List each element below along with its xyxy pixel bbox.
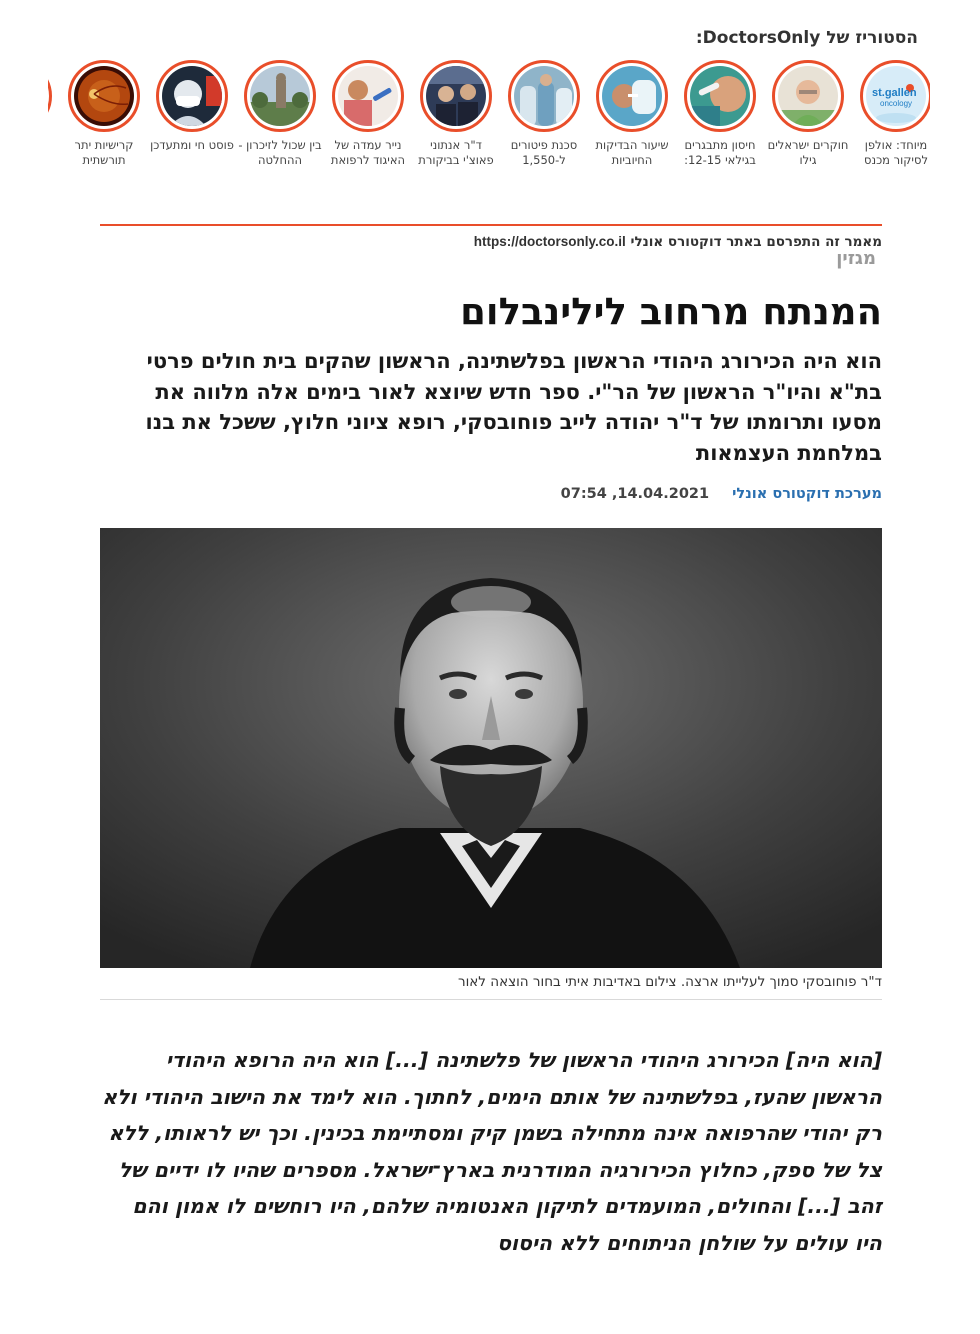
publish-date: 14.04.2021, 07:54 bbox=[560, 486, 710, 502]
story-item[interactable] bbox=[150, 60, 234, 170]
article-photo bbox=[100, 528, 882, 968]
accent-divider bbox=[100, 224, 882, 226]
source-note bbox=[100, 234, 882, 250]
story-caption: מיוחד: אולפן לסיקור מכנס bbox=[864, 138, 928, 167]
byline bbox=[100, 486, 882, 502]
story-caption: בין שכול לזיכרון - ההחלטה bbox=[238, 138, 322, 167]
svg-text:oncology: oncology bbox=[880, 99, 913, 108]
covid-test-thumbnail bbox=[602, 66, 662, 126]
story-item[interactable] bbox=[238, 60, 322, 170]
story-item[interactable] bbox=[414, 60, 498, 170]
source-note-text: מאמר זה התפרסם באתר דוקטורס אונלי bbox=[630, 234, 882, 250]
researcher-thumbnail bbox=[778, 66, 838, 126]
caption-divider bbox=[100, 999, 882, 1000]
story-item[interactable] bbox=[502, 60, 586, 170]
story-caption: סכנת פיטורים ל-1,550 bbox=[510, 138, 578, 167]
article-quote: [הוא היה] הכירורג היהודי הראשון של פלשתינה [...] הוא היה הרופא היהודי הראשון שהעז, בפלשתינה של אותם הימים, לחתוך. הוא לימד את הישוב היהודי ולא רק יהודי שהרפואה אינה מתחילה בשמן קיק ומסתיימת בכינין. וכך יש לראותו, ללא צל של ספק, כחלוץ הכירורגיה המודרנית בארץ־ישראל. מספרים שהיו לו ידיים של זהב [...] והחולים, המועמדים לתיקון האנטומיה שלהם, היו רוחשים לו אמון והם היו עולים על שולחן הניתוחים ללא היסוס bbox=[102, 1048, 882, 1255]
memorial-thumbnail bbox=[250, 66, 310, 126]
story-caption: פוסט חי ומתעדכן bbox=[150, 138, 234, 152]
stgallen-oncology-thumbnail bbox=[866, 66, 926, 126]
source-url-link[interactable]: https://doctorsonly.co.il bbox=[473, 234, 626, 249]
ppe-doctor-thumbnail bbox=[162, 66, 222, 126]
fauci-thumbnail bbox=[426, 66, 486, 126]
story-caption bbox=[48, 138, 58, 170]
story-item[interactable] bbox=[590, 60, 674, 170]
story-caption: קרישיות יתר תורשתית bbox=[74, 138, 134, 167]
stories-carousel[interactable] bbox=[48, 60, 930, 180]
story-caption: שיעור הבדיקות החיוביות bbox=[595, 138, 669, 167]
hospital-staff-thumbnail bbox=[514, 66, 574, 126]
story-item[interactable] bbox=[766, 60, 850, 170]
retina-thumbnail bbox=[74, 66, 134, 126]
article-headline: המנתח מרחוב לילינבלום bbox=[460, 290, 882, 333]
story-item[interactable] bbox=[854, 60, 930, 170]
story-item[interactable] bbox=[48, 60, 58, 170]
story-item[interactable] bbox=[678, 60, 762, 170]
stories-title: הסטוריז של DoctorsOnly: bbox=[695, 28, 918, 48]
vaccine-thumbnail bbox=[690, 66, 750, 126]
story-caption: חיסון מתבגרים בגילאי 12-15: bbox=[684, 138, 756, 167]
story-item[interactable] bbox=[326, 60, 410, 170]
story-caption: חוקרים ישראלים גילו bbox=[767, 138, 849, 167]
story-caption: ד"ר אנתוני פאוצ'י בביקורת bbox=[418, 138, 494, 167]
author-link[interactable]: מערכת דוקטורס אונלי bbox=[732, 486, 882, 502]
story-item[interactable] bbox=[62, 60, 146, 170]
photo-caption: ד"ר פוחובסקי סמוך לעלייתו ארצה. צילום באדיבות איתי בחור הוצאה לאור bbox=[457, 974, 882, 990]
story-caption: נייר עמדה של האיגוד לרפואת bbox=[330, 138, 406, 167]
article-subhead: הוא היה הכירורג היהודי הראשון בפלשתינה, הראשון שהקים בית חולים פרטי בת"א והיו"ר הראשון של הר"י. ספר חדש שיוצא לאור בימים אלה מלווה את מסעו ותרומתו של ד"ר יהודה לייב פוחובסקי, רופא ציוני חלוץ, ששכל את בנו במלחמת העצמאות bbox=[145, 349, 882, 465]
injection-thumbnail bbox=[338, 66, 398, 126]
svg-text:st.gallen: st.gallen bbox=[872, 87, 917, 99]
section-label[interactable]: מגזין bbox=[836, 248, 876, 269]
